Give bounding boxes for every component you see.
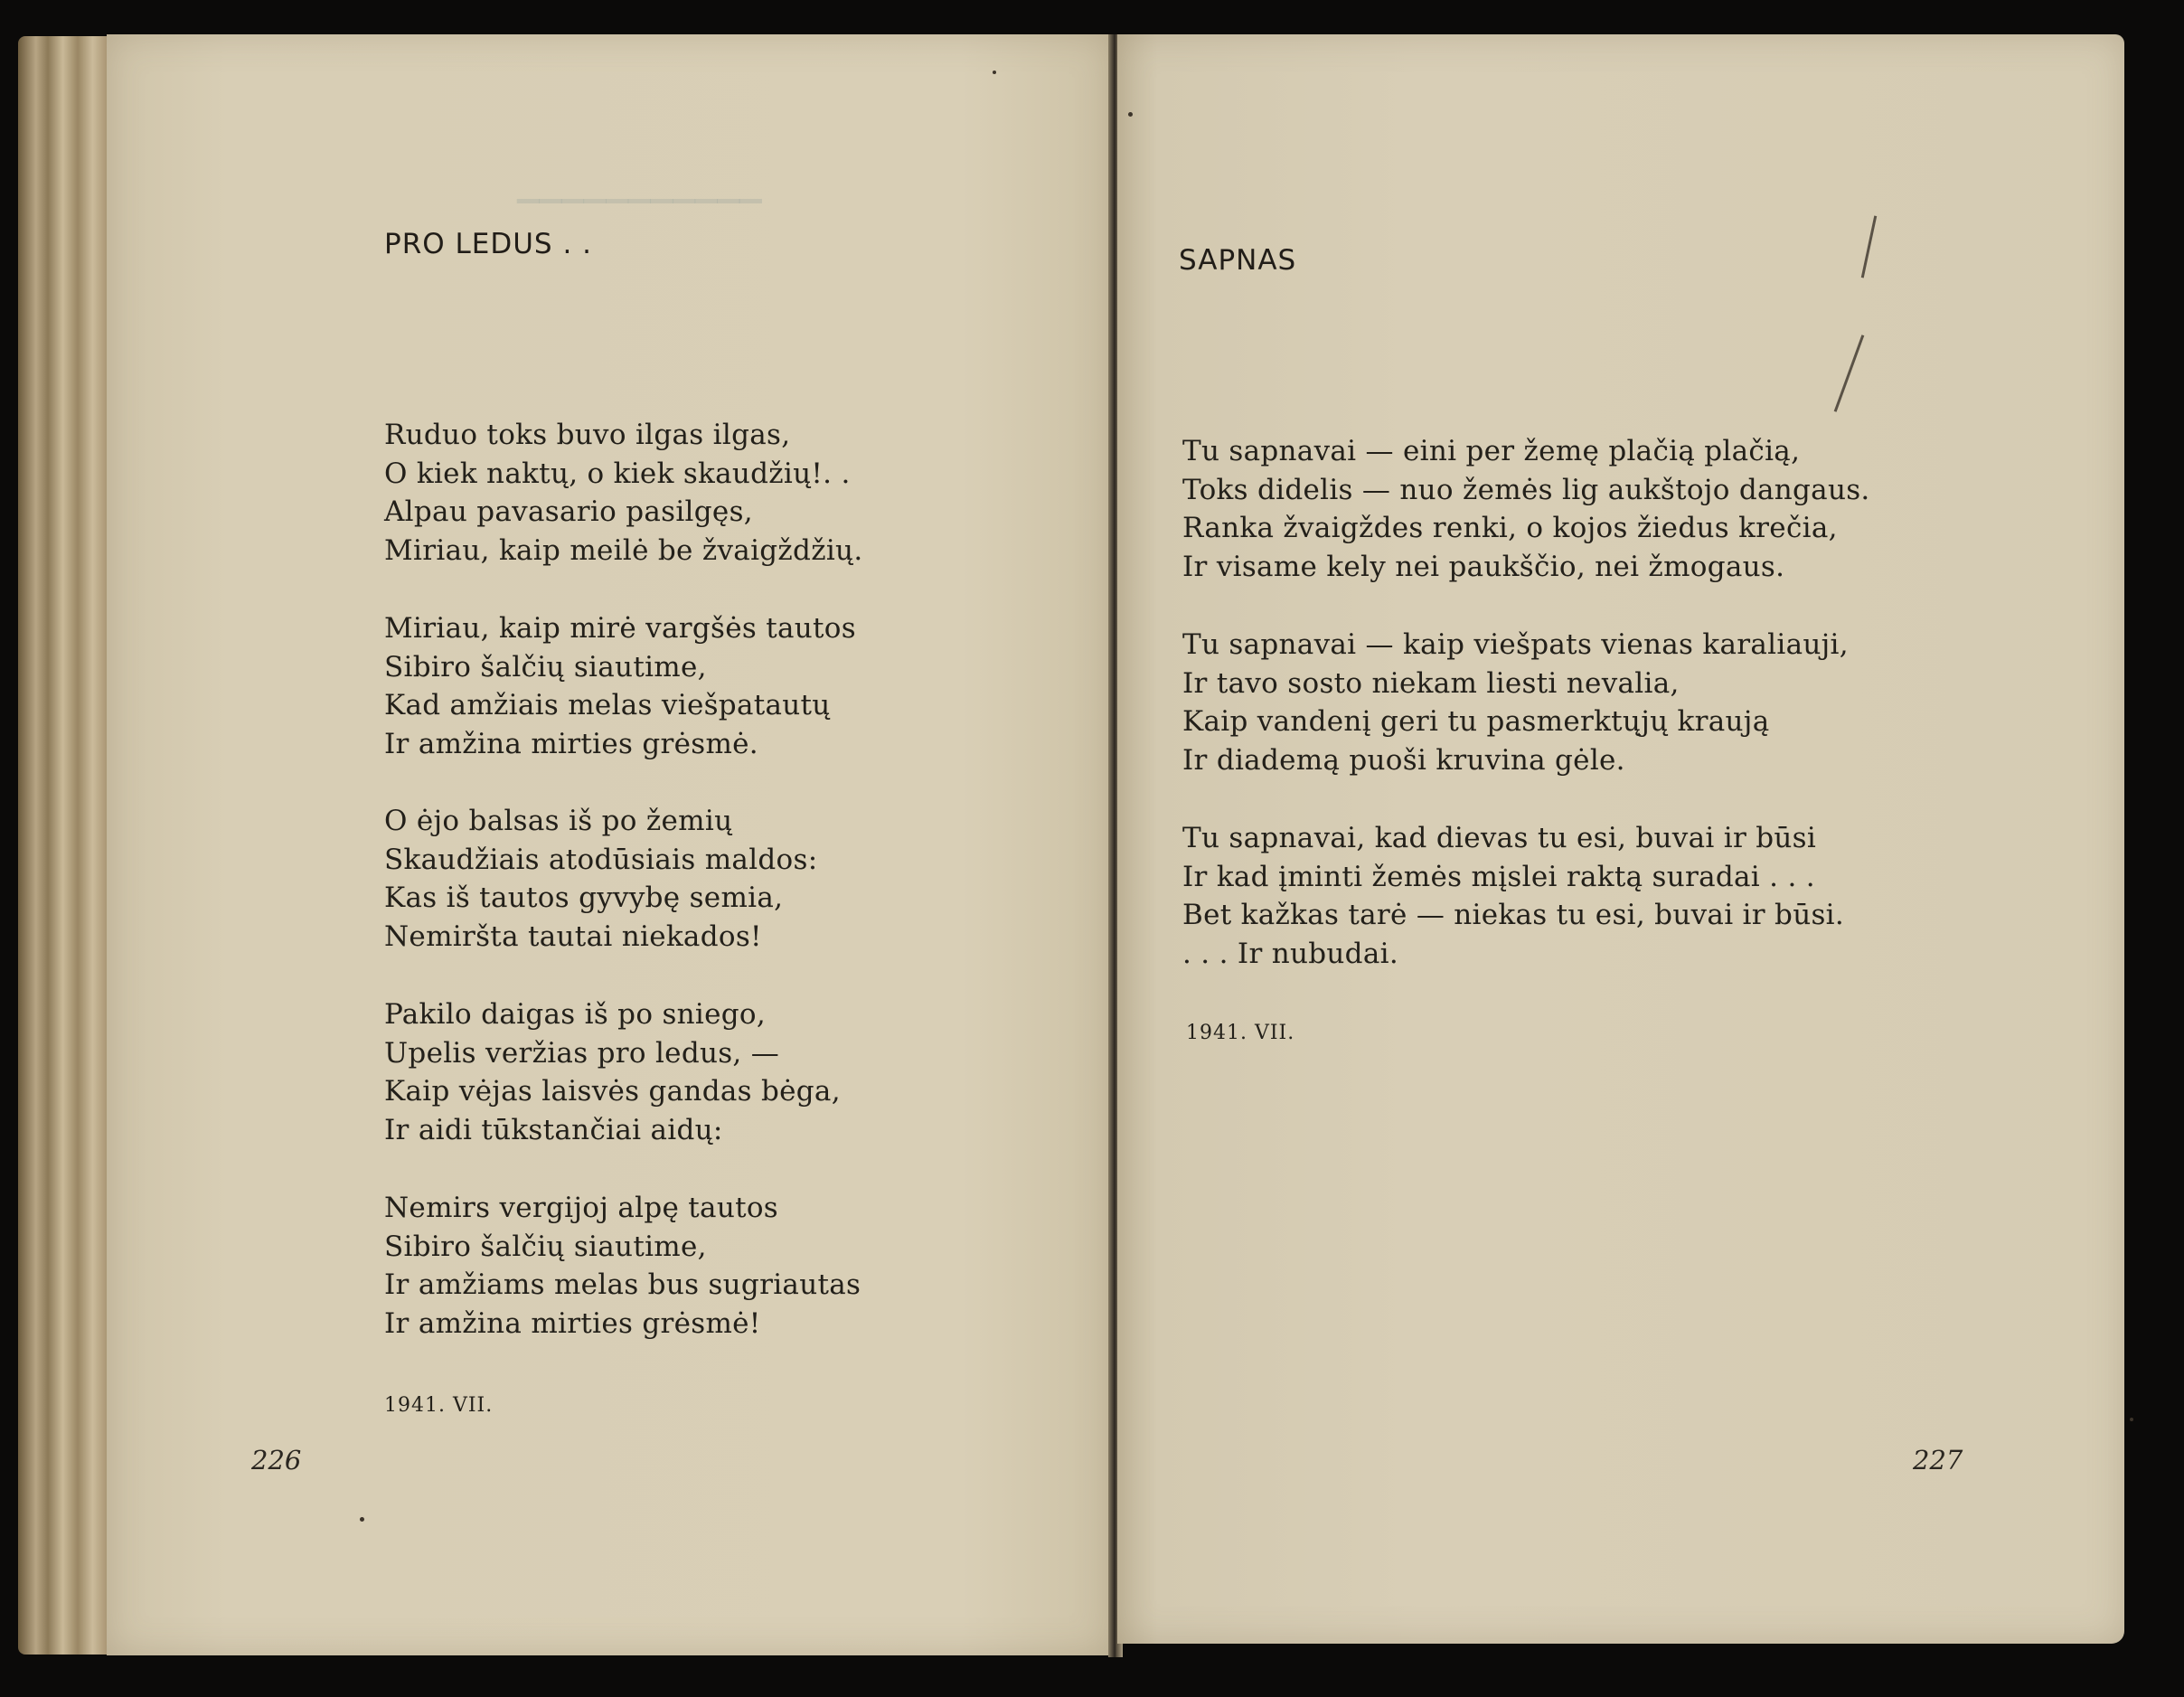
poem-line: Upelis veržias pro ledus, — <box>384 1036 780 1070</box>
poem-date: 1941. VII. <box>384 1394 494 1417</box>
paper-speck <box>2130 1418 2133 1421</box>
poem-line: Kad amžiais melas viešpatautų <box>384 689 831 721</box>
poem-line: Nemirs vergijoj alpę tautos <box>384 1192 779 1224</box>
poem-line: Sibiro šalčių siautime, <box>384 1230 707 1263</box>
poem-line: Kaip vėjas laisvės gandas bėga, <box>384 1075 841 1108</box>
poem-stanza <box>384 416 862 570</box>
poem-line: Ir tavo sosto niekam liesti nevalia, <box>1182 666 1680 700</box>
poem-line: Kas iš tautos gyvybę semia, <box>384 881 784 914</box>
poem-line: O kiek naktų, o kiek skaudžių!. . <box>384 457 851 490</box>
bleed-through-text: ▔▔▔▔▔▔▔▔▔▔▔ <box>306 199 762 233</box>
poem-date: 1941. VII. <box>1186 1022 1295 1044</box>
poem-line: Ranka žvaigždes renki, o kojos žiedus krečia, <box>1182 512 1838 544</box>
poem-line: Bet kažkas tarė — niekas tu esi, buvai ir būsi. <box>1182 899 1845 931</box>
poem-line: Pakilo daigas iš po sniego, <box>384 998 767 1031</box>
poem-line: Tu sapnavai, kad dievas tu esi, buvai ir būsi <box>1182 822 1817 854</box>
poem-stanza <box>384 995 841 1149</box>
poem-line: Toks didelis — nuo žemės lig aukštojo dangaus. <box>1182 473 1870 506</box>
poem-line: . . . Ir nubudai. <box>1182 937 1398 970</box>
poem-line: Ir amžina mirties grėsmė. <box>384 727 758 760</box>
poem-title: SAPNAS <box>1179 244 1297 277</box>
poem-line: Nemiršta tautai niekados! <box>384 919 762 953</box>
poem-stanza <box>1182 819 1844 973</box>
poem-line: Ir kad įminti žemės mįslei raktą suradai . . . <box>1182 860 1815 893</box>
poem-line: Miriau, kaip mirė vargšės tautos <box>384 612 856 645</box>
poem-line: Tu sapnavai — kaip viešpats vienas karaliauji, <box>1182 628 1849 661</box>
left-page <box>107 34 1112 1655</box>
poem-stanza <box>384 609 856 763</box>
poem-line: Ir amžiams melas bus sugriautas <box>384 1268 861 1301</box>
poem-line: Miriau, kaip meilė be žvaigždžių. <box>384 533 863 567</box>
poem-line: Ir amžina mirties grėsmė! <box>384 1306 761 1340</box>
poem-line: Ir visame kely nei paukščio, nei žmogaus. <box>1182 550 1785 583</box>
poem-line: Skaudžiais atodūsiais maldos: <box>384 843 818 876</box>
poem-stanza <box>384 1189 861 1343</box>
poem-line: Alpau pavasario pasilgęs, <box>384 495 753 528</box>
poem-line: Ir aidi tūkstančiai aidų: <box>384 1113 723 1146</box>
poem-line: Ir diademą puoši kruvina gėle. <box>1182 743 1625 777</box>
page-number: 226 <box>251 1445 302 1475</box>
paper-speck <box>360 1517 364 1522</box>
paper-speck <box>1128 112 1133 117</box>
poem-line: Kaip vandenį geri tu pasmerktųjų kraują <box>1182 705 1770 738</box>
pencil-mark <box>1834 335 1865 412</box>
poem-line: O ėjo balsas iš po žemių <box>384 805 733 837</box>
page-number: 227 <box>1913 1445 1963 1475</box>
book-page-edges <box>18 36 118 1655</box>
poem-title: PRO LEDUS . . <box>384 228 592 260</box>
right-page <box>1117 34 2124 1644</box>
poem-stanza <box>384 802 817 956</box>
poem-stanza <box>1182 626 1849 779</box>
poem-stanza <box>1182 432 1870 586</box>
poem-line: Sibiro šalčių siautime, <box>384 650 707 684</box>
paper-speck <box>993 71 996 74</box>
poem-line: Tu sapnavai — eini per žemę plačią plačią, <box>1182 435 1801 467</box>
poem-line: Ruduo toks buvo ilgas ilgas, <box>384 419 791 451</box>
pencil-mark <box>1861 215 1877 278</box>
